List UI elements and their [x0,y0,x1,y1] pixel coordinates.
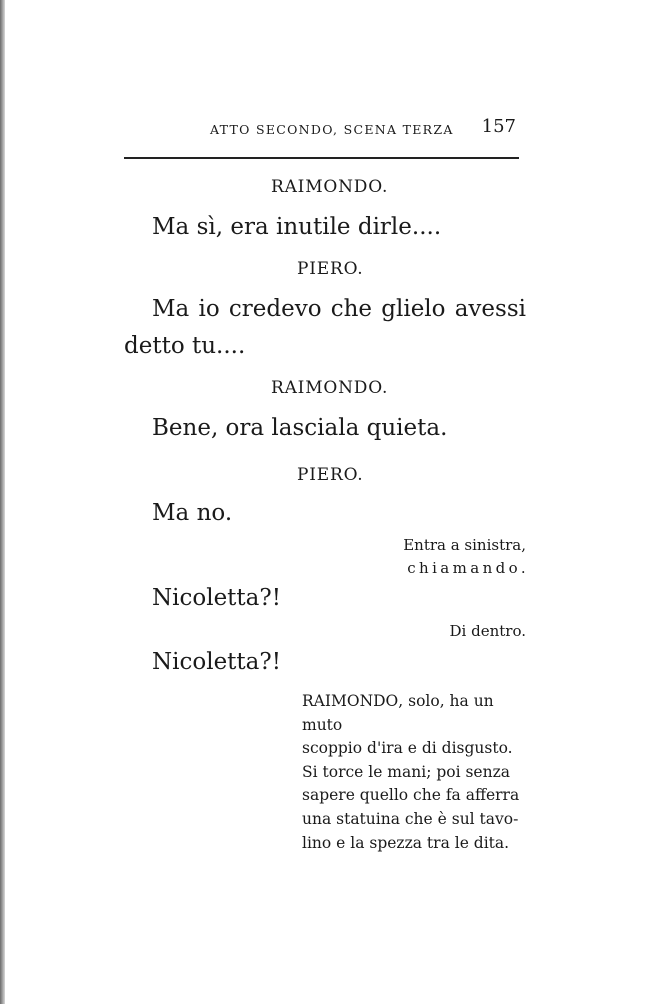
stage-direction-line: Entra a sinistra, [403,536,526,554]
dialogue-line: detto tu.... [124,333,246,359]
page-edge-shadow [0,0,5,1004]
stage-direction-line: lino e la spezza tra le dita. [302,833,510,852]
speaker-name: PIERO. [297,259,364,279]
stage-direction-line: scoppio d'ira e di disgusto. [302,739,513,758]
page-header [124,116,518,144]
dialogue-line: Ma no. [152,500,233,526]
speaker-name: RAIMONDO. [271,378,389,398]
stage-direction-line: chiamando. [407,559,529,577]
stage-direction [403,534,529,580]
stage-direction-text: , solo, ha un muto [302,692,494,734]
dialogue-line: Nicoletta?! [152,649,281,675]
header-rule [124,157,519,159]
speaker-name: PIERO. [297,465,364,485]
stage-direction-line: una statuina che è sul tavo- [302,809,519,828]
running-title: ATTO SECONDO, SCENA TERZA [210,122,454,137]
stage-direction-line [302,690,528,737]
dialogue-line: Nicoletta?! [152,585,281,611]
dialogue-line: Ma io credevo che glielo avessi [152,296,526,322]
stage-direction-line: Si torce le mani; poi senza [302,762,510,781]
dialogue-line: Ma sì, era inutile dirle.... [152,214,442,240]
stage-direction: Di dentro. [449,622,526,640]
character-name: RAIMONDO [302,692,399,710]
speaker-name: RAIMONDO. [271,177,389,197]
page-number: 157 [481,116,516,137]
stage-direction-line: sapere quello che fa afferra [302,786,520,805]
dialogue-line: Bene, ora lasciala quieta. [152,415,448,441]
final-stage-direction [302,690,528,855]
